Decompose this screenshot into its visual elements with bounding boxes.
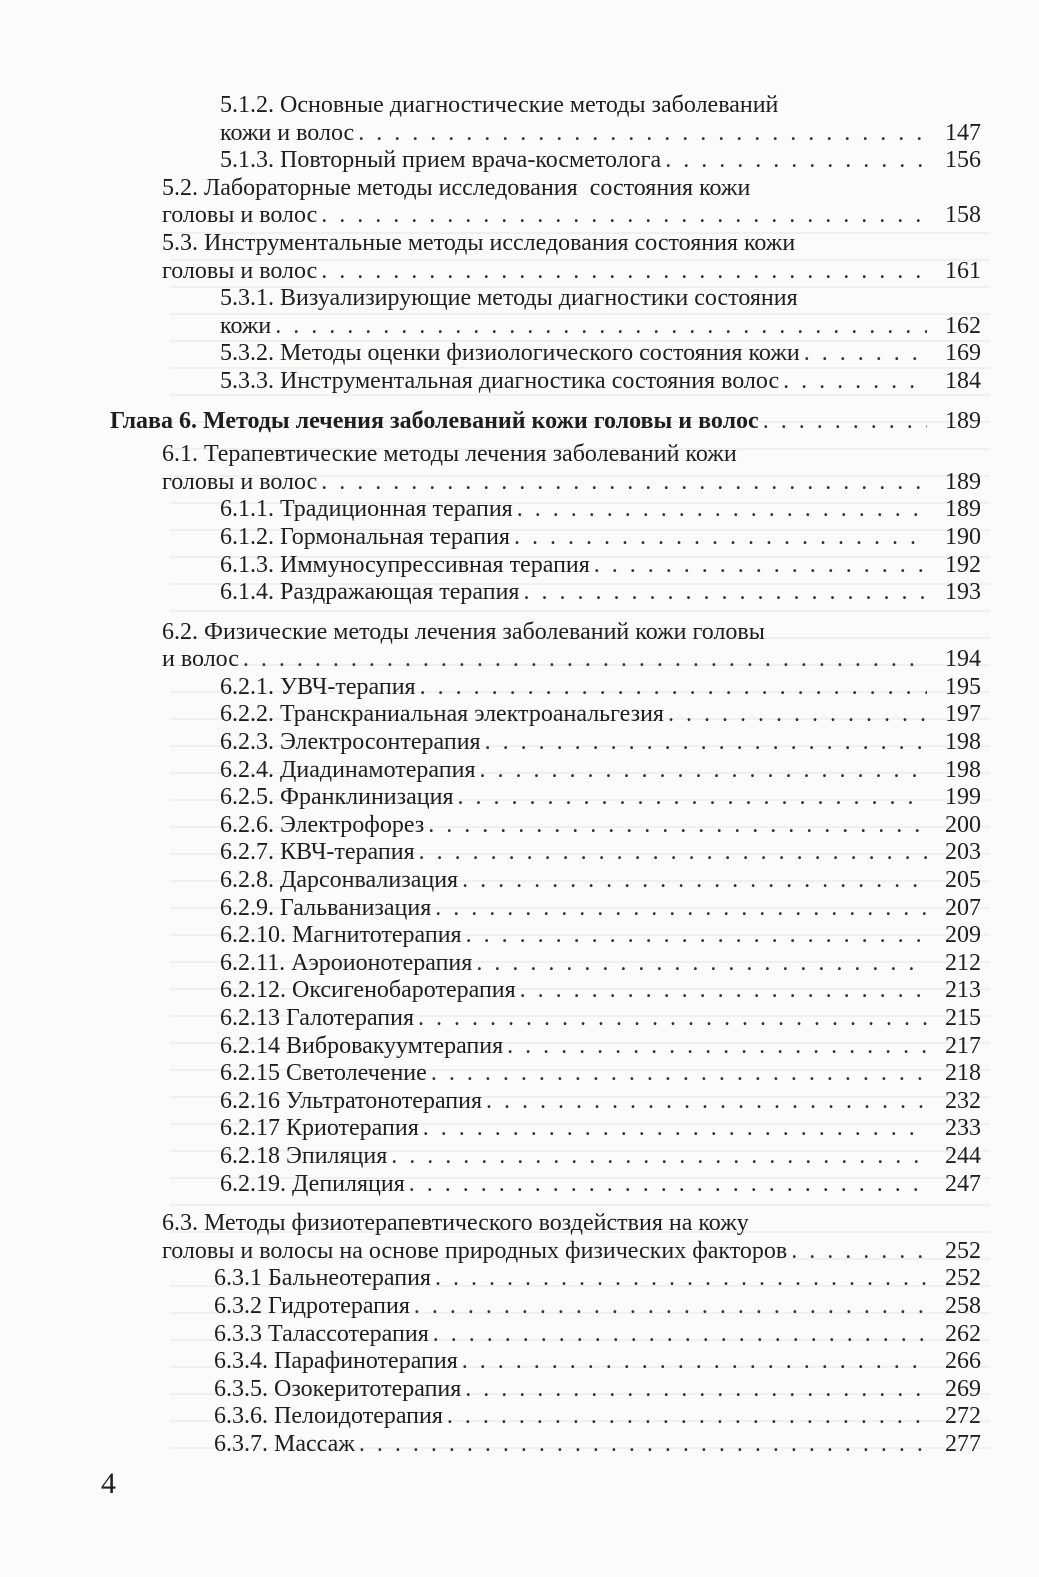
toc-page-number: 266 bbox=[945, 1348, 981, 1375]
toc-entry bbox=[0, 867, 1039, 895]
dot-leader bbox=[433, 1321, 927, 1349]
dot-leader bbox=[321, 258, 927, 286]
toc-entry-title: 6.2.17 Криотерапия bbox=[220, 1115, 419, 1142]
dot-leader bbox=[359, 1431, 927, 1459]
dot-leader bbox=[763, 408, 927, 436]
toc-entry bbox=[0, 757, 1039, 785]
dot-leader bbox=[480, 757, 928, 785]
page-number: 4 bbox=[101, 1467, 116, 1500]
toc-page-number: 195 bbox=[945, 673, 981, 700]
toc-entry-title: 6.3.5. Озокеритотерапия bbox=[214, 1375, 462, 1402]
toc-entry-title: 6.1.4. Раздражающая терапия bbox=[220, 579, 520, 606]
dot-leader bbox=[321, 202, 927, 230]
dot-leader bbox=[466, 922, 927, 950]
toc-entry-title: 6.2.7. КВЧ-терапия bbox=[220, 839, 415, 866]
dot-leader bbox=[520, 977, 927, 1005]
toc-page-number: 277 bbox=[945, 1430, 981, 1457]
toc-page-number: 147 bbox=[945, 119, 981, 146]
dot-leader bbox=[435, 1265, 927, 1293]
toc-page-number: 244 bbox=[945, 1142, 981, 1169]
toc-entry-title: 6.2.12. Оксигенобаротерапия bbox=[220, 977, 516, 1004]
toc-entry bbox=[0, 1115, 1039, 1143]
toc-entry bbox=[0, 895, 1039, 923]
dot-leader bbox=[428, 812, 927, 840]
toc-entry bbox=[0, 1431, 1039, 1459]
toc-page-number: 258 bbox=[945, 1292, 981, 1319]
toc-entry-title: 6.3.6. Пелоидотерапия bbox=[214, 1403, 443, 1430]
dot-leader bbox=[418, 1005, 927, 1033]
toc-page-number: 199 bbox=[945, 784, 981, 811]
toc-entry-title: 6.1.2. Гормональная терапия bbox=[220, 523, 510, 550]
toc-entry bbox=[0, 496, 1039, 524]
toc-entry bbox=[0, 1033, 1039, 1061]
toc-entry-title: головы и волос bbox=[162, 257, 318, 284]
toc-entry-title: 6.2. Физические методы лечения заболеваний кожи головы bbox=[162, 618, 765, 645]
toc-entry-title: 6.2.1. УВЧ-терапия bbox=[220, 673, 416, 700]
toc-entry bbox=[0, 784, 1039, 812]
dot-leader bbox=[447, 1403, 927, 1431]
table-of-contents bbox=[0, 92, 1039, 1459]
toc-page-number: 232 bbox=[945, 1087, 981, 1114]
toc-entry bbox=[0, 1171, 1039, 1199]
dot-leader bbox=[321, 469, 927, 497]
toc-entry-title: 6.2.11. Аэроионотерапия bbox=[220, 949, 473, 976]
toc-page-number: 198 bbox=[945, 756, 981, 783]
toc-entry bbox=[0, 1348, 1039, 1376]
toc-entry bbox=[0, 1005, 1039, 1033]
toc-entry-title: 6.2.18 Эпиляция bbox=[220, 1142, 388, 1169]
dot-leader bbox=[594, 552, 927, 580]
toc-entry-title: 6.2.9. Гальванизация bbox=[220, 894, 432, 921]
dot-leader bbox=[435, 895, 927, 923]
toc-entry bbox=[0, 340, 1039, 368]
dot-leader bbox=[668, 701, 927, 729]
toc-page-number: 192 bbox=[945, 551, 981, 578]
dot-leader bbox=[414, 1293, 927, 1321]
dot-leader bbox=[485, 729, 927, 757]
toc-entry bbox=[0, 1088, 1039, 1116]
toc-entry-title: 6.2.13 Галотерапия bbox=[220, 1005, 415, 1031]
toc-entry-title: 6.1. Терапевтические методы лечения заболеваний кожи bbox=[162, 441, 737, 468]
toc-entry bbox=[0, 674, 1039, 702]
toc-entry bbox=[0, 524, 1039, 552]
toc-entry bbox=[0, 92, 1039, 147]
toc-entry bbox=[0, 1403, 1039, 1431]
toc-entry-title: головы и волос bbox=[162, 202, 318, 229]
toc-entry bbox=[0, 408, 1039, 436]
toc-entry-title: и волос bbox=[162, 646, 239, 673]
toc-page-number: 200 bbox=[945, 811, 981, 838]
dot-leader bbox=[523, 579, 927, 607]
toc-entry bbox=[0, 1376, 1039, 1404]
toc-entry-title: 6.1.3. Иммуносупрессивная терапия bbox=[220, 551, 590, 578]
dot-leader bbox=[517, 496, 927, 524]
toc-page-number: 209 bbox=[945, 922, 981, 949]
dot-leader bbox=[275, 313, 927, 341]
dot-leader bbox=[486, 1088, 927, 1116]
dot-leader bbox=[507, 1033, 927, 1061]
toc-entry-title: Глава 6. Методы лечения заболеваний кожи головы и волос bbox=[110, 407, 759, 434]
toc-entry bbox=[0, 441, 1039, 496]
toc-page-number: 213 bbox=[945, 977, 981, 1004]
toc-entry bbox=[0, 729, 1039, 757]
toc-page-number: 156 bbox=[945, 147, 981, 174]
toc-page-number: 252 bbox=[945, 1265, 981, 1292]
toc-entry bbox=[0, 579, 1039, 607]
dot-leader bbox=[420, 674, 927, 702]
toc-entry bbox=[0, 175, 1039, 230]
toc-page-number: 198 bbox=[945, 729, 981, 756]
toc-entry-title: 5.3.3. Инструментальная диагностика состояния волос bbox=[220, 367, 780, 394]
toc-page-number: 207 bbox=[945, 894, 981, 921]
toc-entry-title: 5.1.3. Повторный прием врача-косметолога bbox=[220, 147, 662, 174]
toc-page-number: 189 bbox=[945, 496, 981, 523]
toc-entry bbox=[0, 285, 1039, 340]
toc-page-number: 218 bbox=[945, 1060, 981, 1087]
dot-leader bbox=[783, 368, 927, 396]
dot-leader bbox=[423, 1115, 927, 1143]
dot-leader bbox=[457, 784, 927, 812]
toc-page-number: 205 bbox=[945, 867, 981, 894]
toc-page-number: 184 bbox=[945, 367, 981, 394]
toc-entry bbox=[0, 619, 1039, 674]
toc-entry bbox=[0, 1210, 1039, 1265]
toc-entry-title: 6.2.5. Франклинизация bbox=[220, 784, 454, 811]
dot-leader bbox=[665, 147, 927, 175]
toc-entry bbox=[0, 839, 1039, 867]
toc-page-number: 161 bbox=[945, 257, 981, 284]
toc-entry-title: 6.2.14 Вибровакуумтерапия bbox=[220, 1032, 504, 1059]
toc-page-number: 158 bbox=[945, 202, 981, 229]
dot-leader bbox=[514, 524, 927, 552]
toc-entry bbox=[0, 1143, 1039, 1171]
toc-entry-title: 6.2.10. Магнитотерапия bbox=[220, 922, 462, 949]
toc-entry-title: 6.2.4. Диадинамотерапия bbox=[220, 756, 476, 783]
toc-entry-title: 6.2.3. Электросонтерапия bbox=[220, 729, 481, 756]
toc-page-number: 194 bbox=[945, 646, 981, 673]
toc-entry bbox=[0, 1321, 1039, 1349]
toc-entry-title: кожи bbox=[220, 312, 272, 339]
dot-leader bbox=[243, 646, 927, 674]
toc-entry-title: 5.3.1. Визуализирующие методы диагностики состояния bbox=[220, 285, 798, 312]
toc-entry-title: 6.3.7. Массаж bbox=[214, 1430, 355, 1457]
toc-entry-title: 6.3. Методы физиотерапевтического воздействия на кожу bbox=[162, 1210, 749, 1237]
toc-page-number: 203 bbox=[945, 839, 981, 866]
toc-page-number: 247 bbox=[945, 1170, 981, 1197]
dot-leader bbox=[391, 1143, 927, 1171]
toc-entry-title: 6.3.3 Талассотерапия bbox=[214, 1320, 429, 1347]
dot-leader bbox=[791, 1238, 927, 1266]
toc-entry-title: 6.3.4. Парафинотерапия bbox=[214, 1348, 458, 1375]
toc-entry bbox=[0, 977, 1039, 1005]
toc-entry-title: 6.2.8. Дарсонвализация bbox=[220, 867, 459, 894]
toc-entry-title: 6.2.2. Транскраниальная электроанальгезия bbox=[220, 701, 664, 728]
dot-leader bbox=[431, 1060, 927, 1088]
toc-entry-title: кожи и волос bbox=[220, 119, 355, 146]
toc-entry bbox=[0, 950, 1039, 978]
toc-page-number: 169 bbox=[945, 340, 981, 367]
toc-entry-title: 6.3.2 Гидротерапия bbox=[214, 1292, 410, 1319]
toc-entry-title: 6.2.15 Светолечение bbox=[220, 1060, 427, 1087]
toc-page-number: 197 bbox=[945, 701, 981, 728]
toc-page-number: 252 bbox=[945, 1237, 981, 1264]
toc-entry bbox=[0, 230, 1039, 285]
toc-entry-title: 5.3. Инструментальные методы исследования состояния кожи bbox=[162, 229, 796, 256]
dot-leader bbox=[462, 867, 927, 895]
toc-entry bbox=[0, 701, 1039, 729]
toc-entry-title: 6.1.1. Традиционная терапия bbox=[220, 496, 513, 523]
toc-entry-title: 6.2.16 Ультратонотерапия bbox=[220, 1087, 483, 1114]
toc-page-number: 233 bbox=[945, 1115, 981, 1142]
toc-entry-title: 6.2.19. Депиляция bbox=[220, 1170, 405, 1197]
dot-leader bbox=[465, 1376, 927, 1404]
dot-leader bbox=[419, 839, 927, 867]
dot-leader bbox=[462, 1348, 927, 1376]
toc-entry bbox=[0, 1060, 1039, 1088]
toc-page-number: 189 bbox=[945, 468, 981, 495]
toc-entry bbox=[0, 368, 1039, 396]
toc-entry-title: головы и волос bbox=[162, 468, 318, 495]
toc-entry bbox=[0, 552, 1039, 580]
toc-entry bbox=[0, 1265, 1039, 1293]
toc-page-number: 272 bbox=[945, 1403, 981, 1430]
dot-leader bbox=[476, 950, 927, 978]
toc-page-number: 215 bbox=[945, 1005, 981, 1031]
toc-entry-title: 6.2.6. Электрофорез bbox=[220, 811, 425, 838]
toc-entry bbox=[0, 812, 1039, 840]
toc-page-number: 269 bbox=[945, 1375, 981, 1402]
toc-entry bbox=[0, 922, 1039, 950]
toc-page-number: 162 bbox=[945, 312, 981, 339]
toc-entry-title: 5.3.2. Методы оценки физиологического состояния кожи bbox=[220, 340, 800, 367]
toc-entry bbox=[0, 1293, 1039, 1321]
toc-page-number: 217 bbox=[945, 1032, 981, 1059]
toc-entry bbox=[0, 147, 1039, 175]
toc-entry-title: головы и волосы на основе природных физических факторов bbox=[162, 1237, 788, 1264]
toc-page-number: 189 bbox=[945, 407, 981, 434]
toc-page-number: 262 bbox=[945, 1320, 981, 1347]
toc-entry-title: 5.2. Лабораторные методы исследования состояния кожи bbox=[162, 174, 751, 201]
dot-leader bbox=[409, 1171, 927, 1199]
toc-entry-title: 6.3.1 Бальнеотерапия bbox=[214, 1265, 431, 1292]
dot-leader bbox=[804, 340, 927, 368]
toc-entry-title: 5.1.2. Основные диагностические методы заболеваний bbox=[220, 92, 779, 118]
toc-page-number: 190 bbox=[945, 523, 981, 550]
dot-leader bbox=[358, 120, 927, 148]
toc-page-number: 193 bbox=[945, 579, 981, 606]
toc-page-number: 212 bbox=[945, 949, 981, 976]
